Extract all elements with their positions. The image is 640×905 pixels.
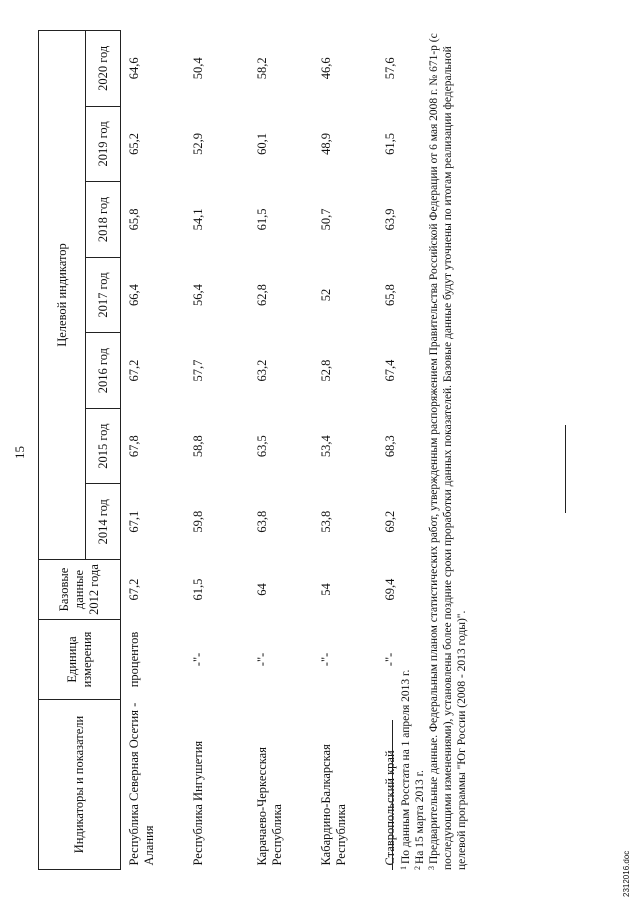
footnote: [399, 30, 413, 870]
value-cell: 61,5: [255, 208, 269, 231]
value-cell: 46,6: [319, 57, 333, 80]
header-year: 2015 год: [86, 408, 121, 484]
base-cell: 61,5: [191, 578, 205, 601]
region-name: Ставропольский край: [383, 750, 397, 866]
region-name: Кабардино-Балкарская Республика: [319, 744, 348, 866]
footnote: [427, 30, 469, 870]
header-base-2012: Базовые данные 2012 года: [39, 560, 121, 620]
region-name: Карачаево-Черкесская Республика: [255, 747, 284, 866]
table-row: [255, 31, 319, 870]
value-cell: 66,4: [127, 284, 141, 306]
header-year: 2020 год: [86, 31, 121, 107]
region-name: Республика Северная Осетия - Алания: [127, 702, 156, 866]
base-cell: 54: [319, 583, 333, 596]
value-cell: 63,5: [255, 435, 269, 458]
value-cell: 67,1: [127, 510, 141, 533]
base-cell: 69,4: [383, 578, 397, 601]
value-cell: 67,2: [127, 359, 141, 382]
value-cell: 52,9: [191, 132, 205, 155]
value-cell: 69,2: [383, 510, 397, 533]
unit-cell: -"-: [255, 652, 269, 667]
footnote-mark: 1: [399, 866, 408, 870]
value-cell: 65,8: [383, 284, 397, 306]
value-cell: 48,9: [319, 132, 333, 155]
separator-line: [565, 425, 566, 513]
value-cell: 63,2: [255, 359, 269, 382]
footnote-mark: 2: [413, 866, 423, 870]
page-number: 15: [12, 446, 27, 459]
footnote-mark: 3: [427, 866, 437, 870]
footnotes: [392, 30, 469, 870]
value-cell: 57,6: [383, 57, 397, 80]
header-year: 2018 год: [86, 182, 121, 258]
value-cell: 56,4: [191, 284, 205, 306]
table-header-row: [39, 31, 86, 870]
header-year: 2014 год: [86, 484, 121, 560]
header-indicators: Индикаторы и показатели: [39, 700, 121, 870]
footnote: [413, 30, 427, 870]
value-cell: 65,8: [127, 208, 141, 231]
header-year: 2016 год: [86, 333, 121, 409]
value-cell: 61,5: [383, 132, 397, 155]
table-row: [121, 31, 192, 870]
value-cell: 50,7: [319, 208, 333, 231]
footnote-text: По данным Росстата на 1 апреля 2013 г.: [400, 669, 412, 864]
unit-cell: -"-: [191, 652, 205, 667]
value-cell: 54,1: [191, 208, 205, 231]
value-cell: 53,4: [319, 435, 333, 458]
unit-cell: процентов: [127, 631, 141, 688]
header-unit: Единица измерения: [39, 620, 121, 700]
footnote-text: На 15 марта 2013 г.: [414, 770, 427, 864]
header-year: 2019 год: [86, 106, 121, 182]
header-target-indicator: Целевой индикатор: [39, 31, 86, 560]
table-row: [319, 31, 383, 870]
value-cell: 64,6: [127, 57, 141, 80]
value-cell: 59,8: [191, 510, 205, 533]
value-cell: 67,4: [383, 359, 397, 382]
unit-cell: -"-: [319, 652, 333, 667]
value-cell: 60,1: [255, 132, 269, 155]
value-cell: 58,2: [255, 57, 269, 80]
value-cell: 57,7: [191, 359, 205, 382]
header-year: 2017 год: [86, 257, 121, 333]
value-cell: 63,9: [383, 208, 397, 231]
footnote-divider: [392, 720, 393, 870]
value-cell: 50,4: [191, 57, 205, 80]
base-cell: 67,2: [127, 578, 141, 601]
region-name: Республика Ингушетия: [191, 740, 205, 866]
unit-cell: -"-: [383, 652, 397, 667]
footnote-text: Предварительные данные. Федеральным планом статистических работ, утвержденным распоряжением Правительства Российской Федерации от 6 мая 2008 г. № 671-р (с последующими изменениями), установлены более поздние сроки проработки данных показателей. Базовые данные будут уточнены по итогам реализации федеральной целевой программы "Юг России (2008 - 2013 годы)".: [428, 33, 469, 870]
value-cell: 63,8: [255, 510, 269, 533]
indicator-table: [38, 30, 447, 870]
value-cell: 52,8: [319, 359, 333, 382]
value-cell: 62,8: [255, 284, 269, 306]
value-cell: 68,3: [383, 435, 397, 458]
value-cell: 52: [319, 288, 333, 302]
table-row: [191, 31, 255, 870]
value-cell: 53,8: [319, 510, 333, 533]
base-cell: 64: [255, 583, 269, 596]
value-cell: 58,8: [191, 435, 205, 458]
value-cell: 65,2: [127, 132, 141, 155]
value-cell: 67,8: [127, 435, 141, 458]
document-file-stamp: 2312016.doc: [622, 850, 631, 897]
